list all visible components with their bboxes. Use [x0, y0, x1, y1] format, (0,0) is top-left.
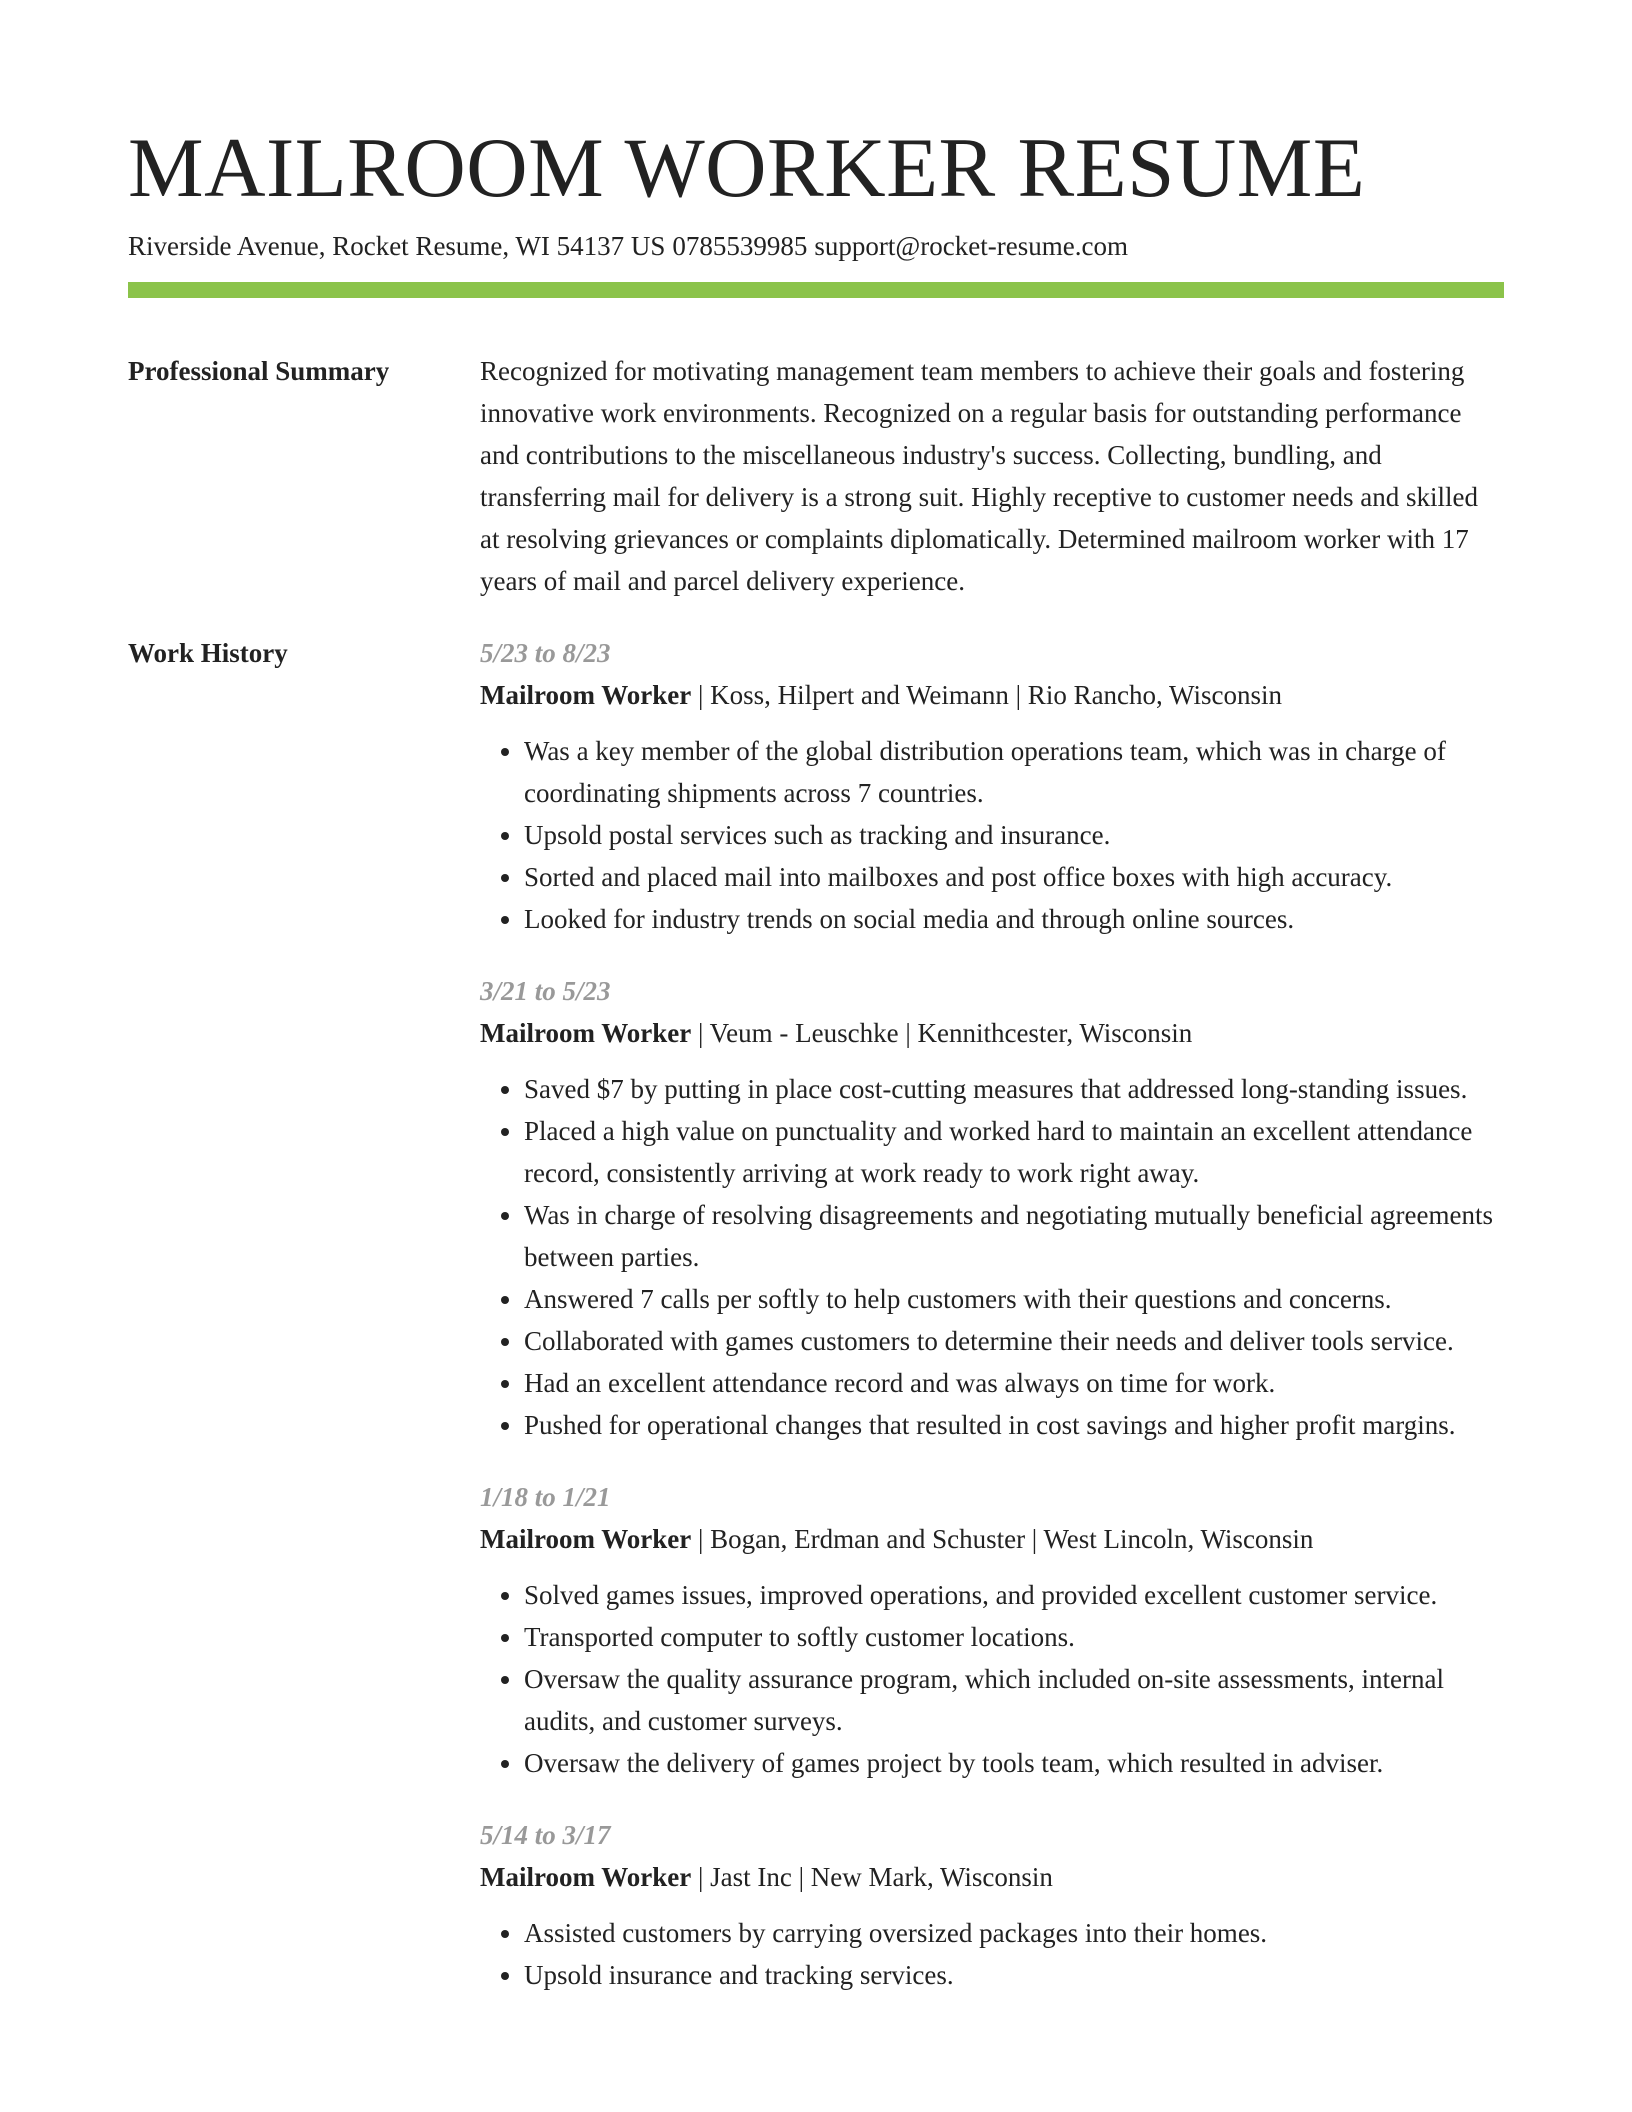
job-title-line: [480, 1518, 1504, 1560]
job-bullet-item: • Oversaw the delivery of games project by tools team, which resulted in adviser.: [524, 1742, 1504, 1784]
job-bullet-item: • Saved $7 by putting in place cost-cutting measures that addressed long-standing issues.: [524, 1068, 1504, 1110]
job-dates: 1/18 to 1/21: [480, 1482, 611, 1512]
job-bullet-item: • Upsold postal services such as tracking and insurance.: [524, 814, 1504, 856]
work-history-heading: Work History: [128, 638, 288, 668]
job-bullet-item: • Was in charge of resolving disagreements and negotiating mutually beneficial agreements between parties.: [524, 1194, 1504, 1278]
contact-line: [128, 228, 1504, 264]
job-bullet-item: • Solved games issues, improved operations, and provided excellent customer service.: [524, 1574, 1504, 1616]
job-entry: [480, 1814, 1504, 1996]
job-company-location: | Koss, Hilpert and Weimann | Rio Rancho, Wisconsin: [691, 680, 1282, 710]
job-bullet-item: • Sorted and placed mail into mailboxes and post office boxes with high accuracy.: [524, 856, 1504, 898]
job-title-line: [480, 674, 1504, 716]
job-dates: 3/21 to 5/23: [480, 976, 611, 1006]
job-bullets: [480, 730, 1504, 940]
job-bullets: [480, 1912, 1504, 1996]
job-role: Mailroom Worker: [480, 680, 692, 710]
job-bullet-item: • Pushed for operational changes that resulted in cost savings and higher profit margins.: [524, 1404, 1504, 1446]
job-bullets: [480, 1068, 1504, 1446]
job-title-line: [480, 1856, 1504, 1898]
work-history-body: [480, 632, 1504, 2026]
contact-email: support@rocket-resume.com: [814, 231, 1128, 261]
job-role: Mailroom Worker: [480, 1018, 692, 1048]
job-entry: [480, 1476, 1504, 1784]
job-bullet-item: • Transported computer to softly customer locations.: [524, 1616, 1504, 1658]
job-bullet-item: • Was a key member of the global distribution operations team, which was in charge of coordinating shipments across 7 countries.: [524, 730, 1504, 814]
job-bullet-item: • Collaborated with games customers to determine their needs and deliver tools service.: [524, 1320, 1504, 1362]
job-bullet-item: • Answered 7 calls per softly to help customers with their questions and concerns.: [524, 1278, 1504, 1320]
summary-body: [480, 350, 1504, 632]
summary-text: Recognized for motivating management team members to achieve their goals and fostering innovative work environments. Recognized on a regular basis for outstanding performance and contributions to the miscellaneous industry's success. Collecting, bundling, and transferring mail for delivery is a strong suit. Highly receptive to customer needs and skilled at resolving grievances or complaints diplomatically. Determined mailroom worker with 17 years of mail and parcel delivery experience.: [480, 356, 1478, 596]
job-bullets: [480, 1574, 1504, 1784]
job-dates: 5/23 to 8/23: [480, 638, 611, 668]
accent-divider: [128, 282, 1504, 298]
work-history-section: [128, 632, 1504, 2026]
job-bullet-item: • Looked for industry trends on social media and through online sources.: [524, 898, 1504, 940]
summary-heading: Professional Summary: [128, 356, 390, 386]
job-bullet-item: • Upsold insurance and tracking services.: [524, 1954, 1504, 1996]
job-title-line: [480, 1012, 1504, 1054]
job-entry: [480, 970, 1504, 1446]
resume-title: MAILROOM WORKER RESUME: [128, 121, 1366, 215]
job-role: Mailroom Worker: [480, 1862, 692, 1892]
summary-section: [128, 350, 1504, 632]
job-bullet-item: • Had an excellent attendance record and was always on time for work.: [524, 1362, 1504, 1404]
job-company-location: | Veum - Leuschke | Kennithcester, Wisconsin: [691, 1018, 1193, 1048]
job-dates: 5/14 to 3/17: [480, 1820, 611, 1850]
job-bullet-item: • Oversaw the quality assurance program, which included on-site assessments, internal audits, and customer surveys.: [524, 1658, 1504, 1742]
contact-phone: 0785539985: [672, 231, 808, 261]
job-role: Mailroom Worker: [480, 1524, 692, 1554]
job-entry: [480, 632, 1504, 940]
job-company-location: | Bogan, Erdman and Schuster | West Lincoln, Wisconsin: [691, 1524, 1314, 1554]
job-company-location: | Jast Inc | New Mark, Wisconsin: [691, 1862, 1053, 1892]
job-bullet-item: • Assisted customers by carrying oversized packages into their homes.: [524, 1912, 1504, 1954]
contact-address: Riverside Avenue, Rocket Resume, WI 54137 US: [128, 231, 666, 261]
job-bullet-item: • Placed a high value on punctuality and worked hard to maintain an excellent attendance record, consistently arriving at work ready to work right away.: [524, 1110, 1504, 1194]
